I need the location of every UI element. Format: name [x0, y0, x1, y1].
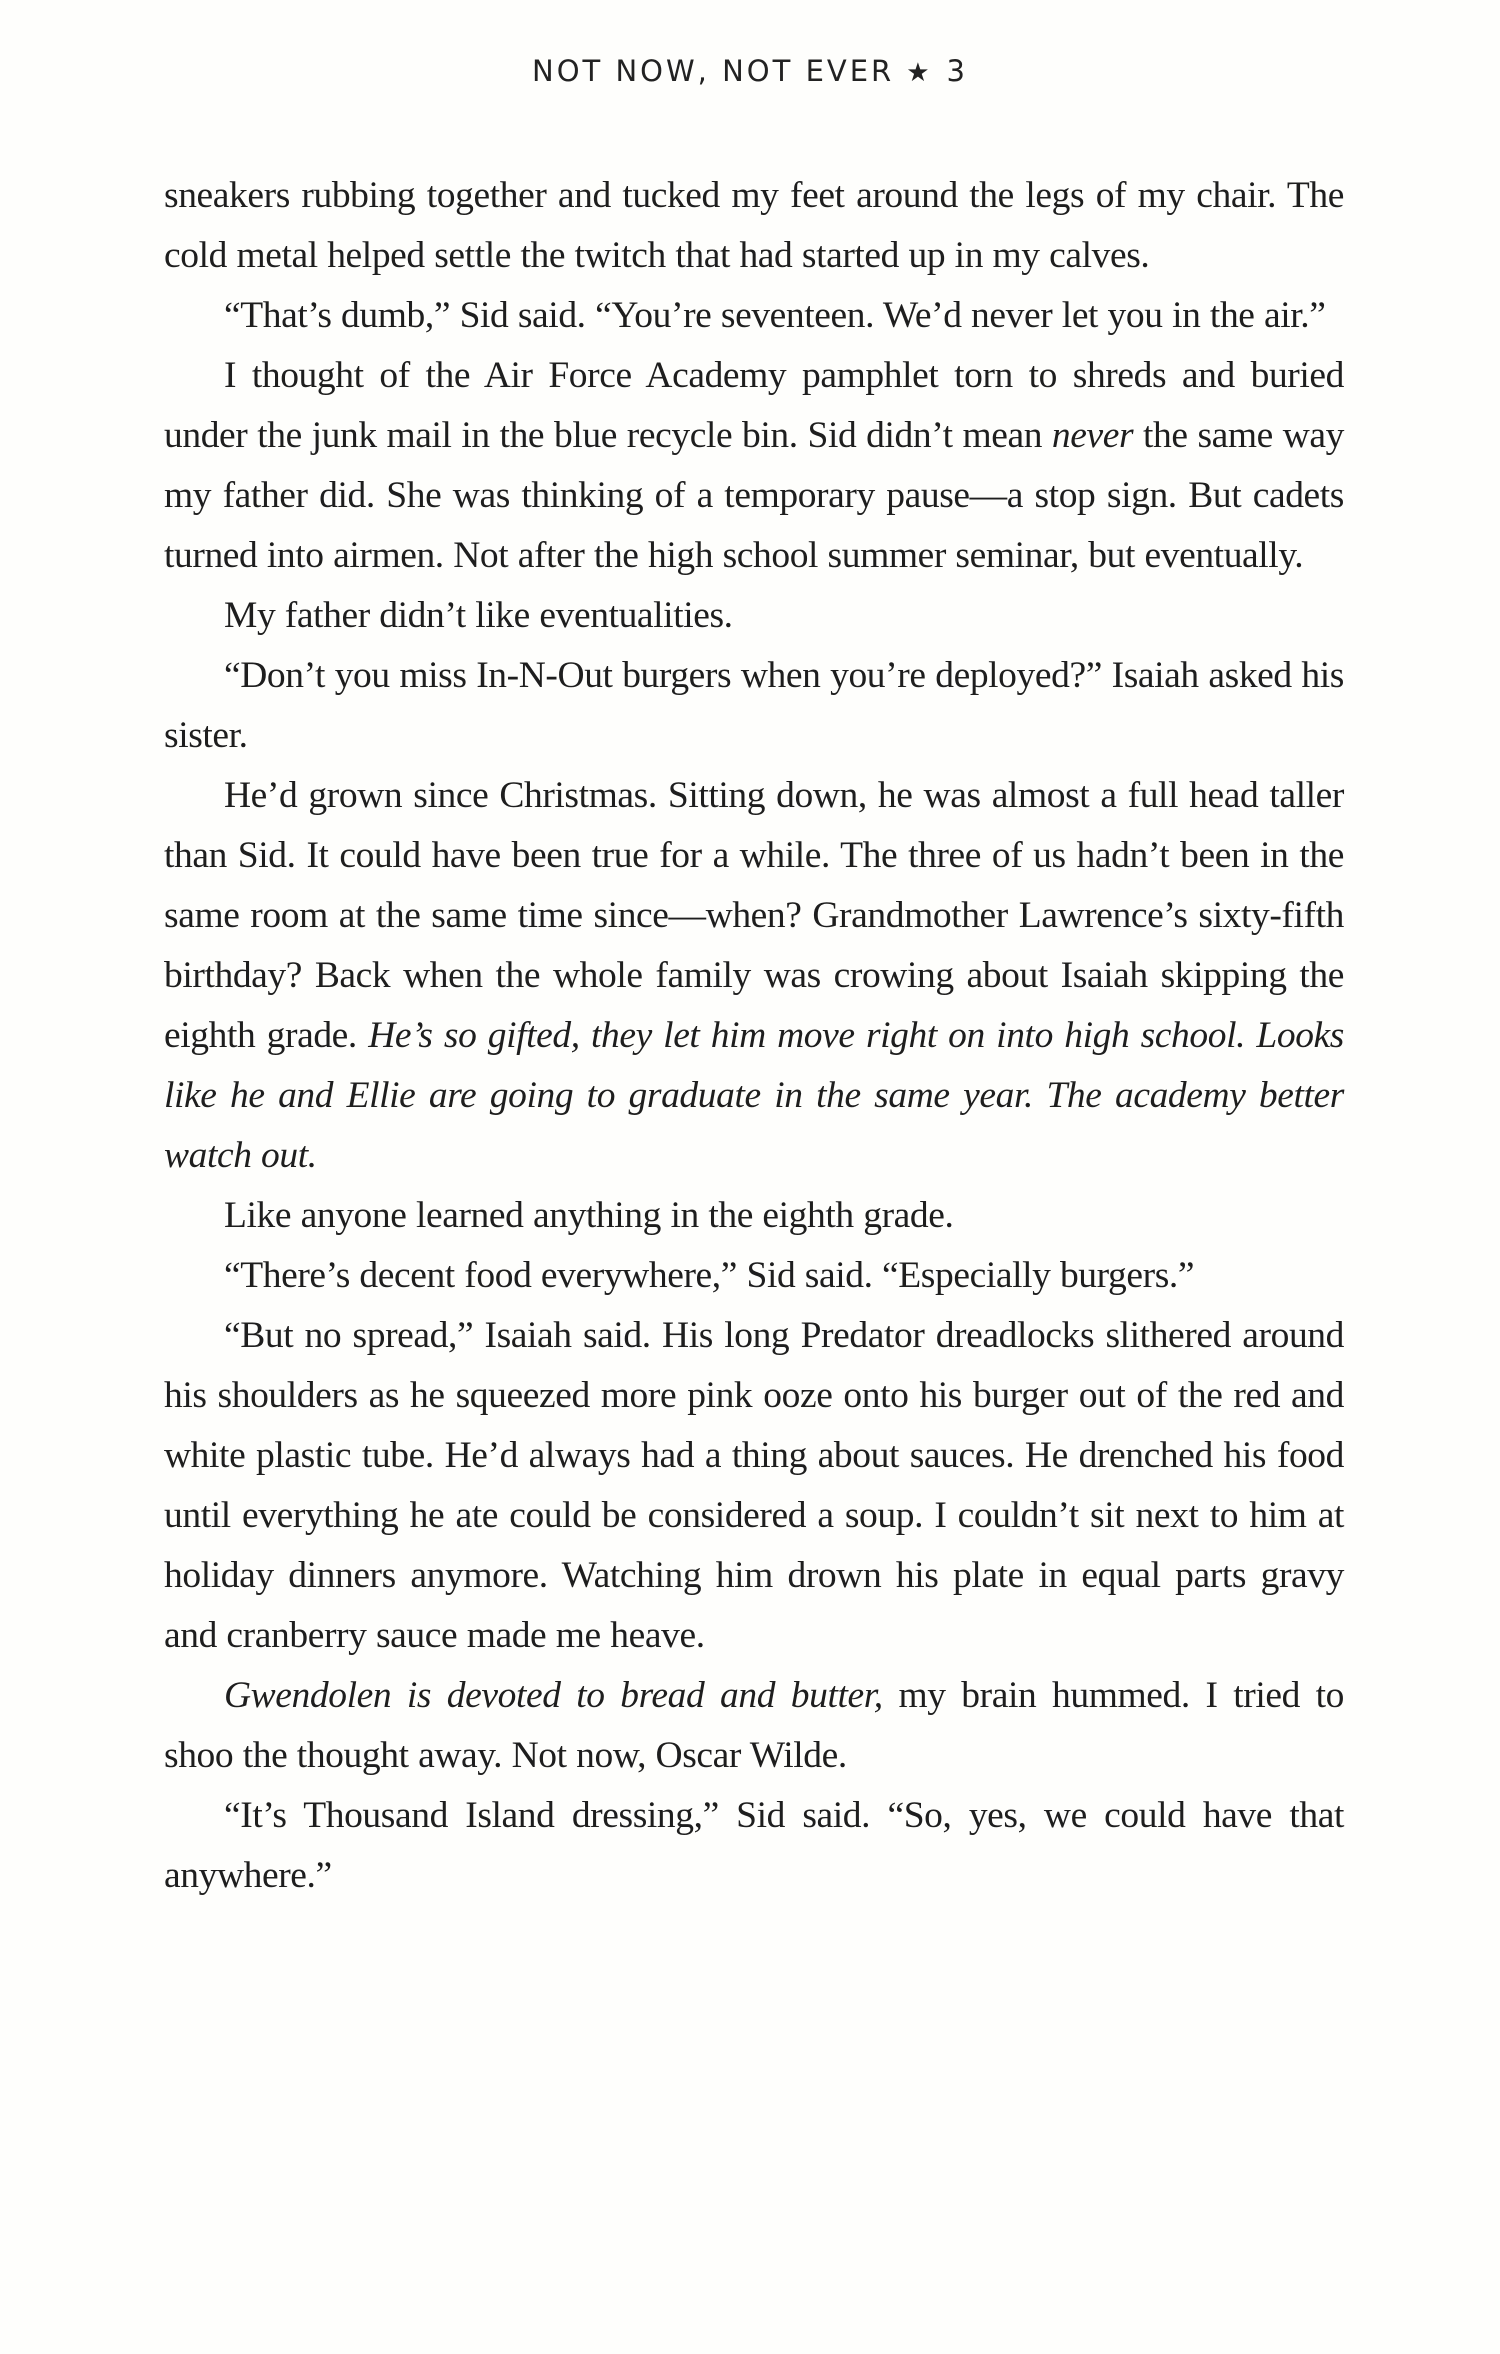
paragraph-3-text-b: the same way my father did. She was thinking of a temporary pause—a stop sign. But cadets turned into airmen. Not after the high school summer seminar, but eventually.: [164, 415, 1345, 576]
paragraph-10-emphasis: Gwendolen is devoted to bread and butter,: [224, 1675, 883, 1716]
paragraph-8: “There’s decent food everywhere,” Sid said. “Especially burgers.”: [224, 1255, 1195, 1296]
book-title: NOT NOW, NOT EVER: [532, 54, 895, 88]
paragraph-6: [164, 766, 1344, 1186]
paragraph-10-text-b: my brain hummed. I tried to shoo the thought away. Not now, Oscar Wilde.: [164, 1675, 1344, 1776]
paragraph-3: [164, 346, 1344, 586]
running-head: [0, 54, 1500, 88]
paragraph-3-text-a: I thought of the Air Force Academy pamphlet torn to shreds and buried under the junk mail in the blue recycle bin. Sid didn’t mean: [164, 355, 1344, 456]
paragraph-6-emphasis: He’s so gifted, they let him move right on into high school. Looks like he and Ellie are going to graduate in the same year. The academy better watch out.: [164, 1015, 1344, 1176]
paragraph-2: “That’s dumb,” Sid said. “You’re seventeen. We’d never let you in the air.”: [224, 295, 1326, 336]
paragraph-3-emphasis: never: [1051, 415, 1134, 456]
paragraph-1: sneakers rubbing together and tucked my feet around the legs of my chair. The cold metal helped settle the twitch that had started up in my calves.: [164, 175, 1344, 276]
paragraph-11: “It’s Thousand Island dressing,” Sid said. “So, yes, we could have that anywhere.”: [164, 1795, 1344, 1896]
page-number: 3: [946, 54, 968, 88]
paragraph-7: Like anyone learned anything in the eighth grade.: [224, 1195, 954, 1236]
paragraph-9: “But no spread,” Isaiah said. His long Predator dreadlocks slithered around his shoulders as he squeezed more pink ooze onto his burger out of the red and white plastic tube. He’d always had a thing about sauces. He drenched his food until everything he ate could be considered a soup. I couldn’t sit next to him at holiday dinners anymore. Watching him drown his plate in equal parts gravy and cranberry sauce made me heave.: [164, 1315, 1344, 1656]
paragraph-6-text-a: He’d grown since Christmas. Sitting down, he was almost a full head taller than Sid. It could have been true for a while. The three of us hadn’t been in the same room at the same time since—when? Grandmother Lawrence’s sixty-fifth birthday? Back when the whole family was crowing about Isaiah skipping the eighth grade.: [164, 775, 1344, 1056]
paragraph-4: My father didn’t like eventualities.: [224, 595, 733, 636]
star-icon: ★: [906, 58, 933, 88]
body-text: [164, 166, 1344, 1906]
paragraph-5: “Don’t you miss In-N-Out burgers when you’re deployed?” Isaiah asked his sister.: [164, 655, 1344, 756]
paragraph-10: [164, 1666, 1344, 1786]
